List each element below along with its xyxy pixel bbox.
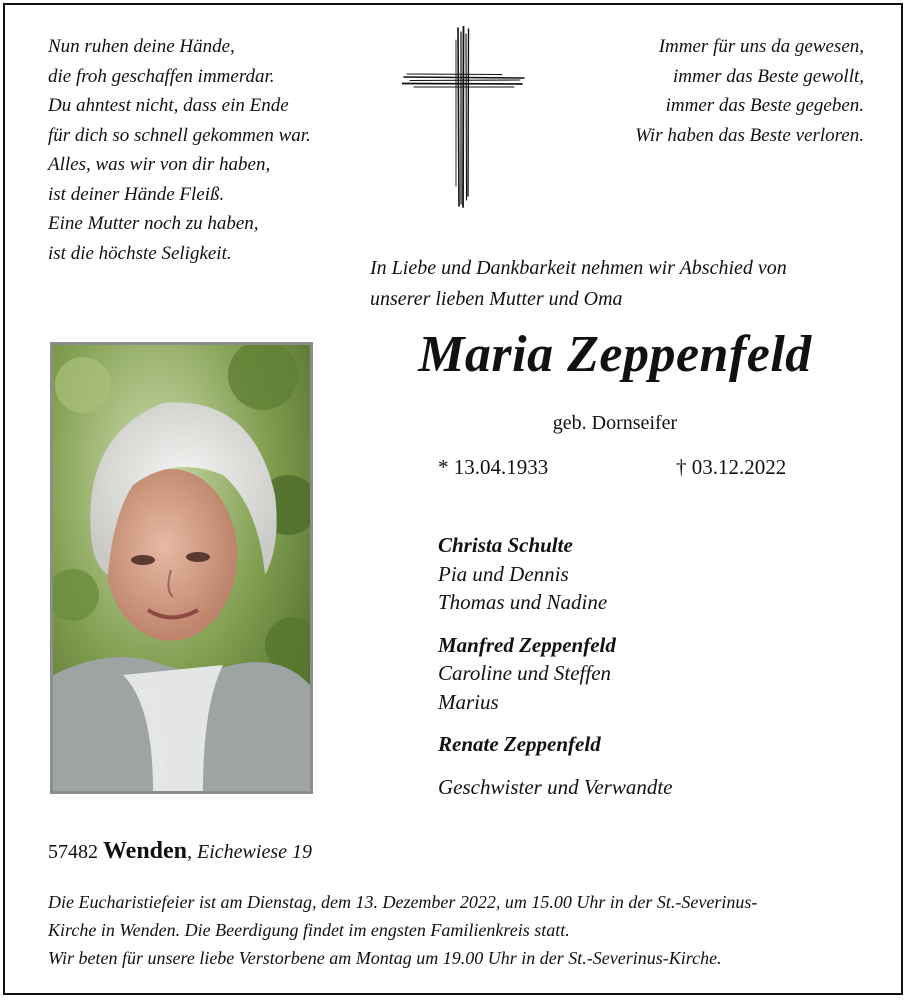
address-street: , Eichewiese 19: [187, 841, 312, 863]
mourner-lead: Manfred Zeppenfeld: [438, 632, 616, 657]
poem-line: ist die höchste Seligkeit.: [48, 242, 232, 264]
mourner-member: Pia und Dennis: [438, 561, 569, 586]
poem-line: Eine Mutter noch zu haben,: [48, 213, 259, 234]
poem-line: immer das Beste gewollt,: [672, 65, 864, 87]
poem-line: ist deiner Hände Fleiß.: [48, 183, 225, 205]
maiden-name: geb. Dornseifer: [552, 412, 678, 434]
intro-line: In Liebe und Dankbarkeit nehmen wir Abschied von: [370, 257, 787, 279]
poem-line: für dich so schnell gekommen war.: [48, 124, 311, 146]
intro-line: unserer lieben Mutter und Oma: [370, 288, 623, 310]
poem-line: die froh geschaffen immerdar.: [48, 65, 275, 87]
farewell-intro: [370, 253, 787, 315]
deceased-name: Maria Zeppenfeld: [418, 326, 812, 383]
poem-line: Immer für uns da gewesen,: [658, 36, 864, 57]
mourner-member: Caroline und Steffen: [438, 661, 612, 685]
cross-icon: [402, 26, 526, 208]
portrait-photo: [50, 342, 313, 794]
address-city: Wenden: [103, 838, 188, 864]
address-zip: 57482: [48, 841, 98, 863]
poem-left: [48, 32, 311, 268]
poem-line: Nun ruhen deine Hände,: [48, 36, 235, 57]
poem-line: Du ahntest nicht, dass ein Ende: [48, 95, 289, 116]
mourner-group: [438, 730, 672, 759]
service-info: [48, 888, 757, 972]
mourner-group: [438, 631, 672, 717]
birth-date: * 13.04.1933: [438, 455, 549, 479]
service-line: Kirche in Wenden. Die Beerdigung findet im engsten Familienkreis statt.: [48, 920, 570, 940]
poem-line: immer das Beste gegeben.: [665, 95, 864, 116]
address: [48, 838, 312, 865]
mourners-extra: Geschwister und Verwandte: [438, 774, 673, 799]
mourners-list: [438, 531, 672, 801]
poem-line: Wir haben das Beste verloren.: [635, 124, 864, 146]
mourner-lead: Renate Zeppenfeld: [438, 732, 601, 756]
mourner-group: [438, 531, 672, 617]
poem-right: [635, 32, 864, 150]
service-line: Die Eucharistiefeier ist am Dienstag, dem 13. Dezember 2022, um 15.00 Uhr in der St.-Severinus-: [48, 892, 758, 912]
mourner-member: Marius: [438, 689, 499, 714]
mourner-member: Thomas und Nadine: [438, 590, 608, 614]
service-line: Wir beten für unsere liebe Verstorbene am Montag um 19.00 Uhr in der St.-Severinus-Kirche.: [48, 948, 722, 968]
poem-line: Alles, was wir von dir haben,: [48, 154, 271, 175]
mourner-lead: Christa Schulte: [438, 533, 573, 557]
death-date: † 03.12.2022: [676, 455, 787, 479]
